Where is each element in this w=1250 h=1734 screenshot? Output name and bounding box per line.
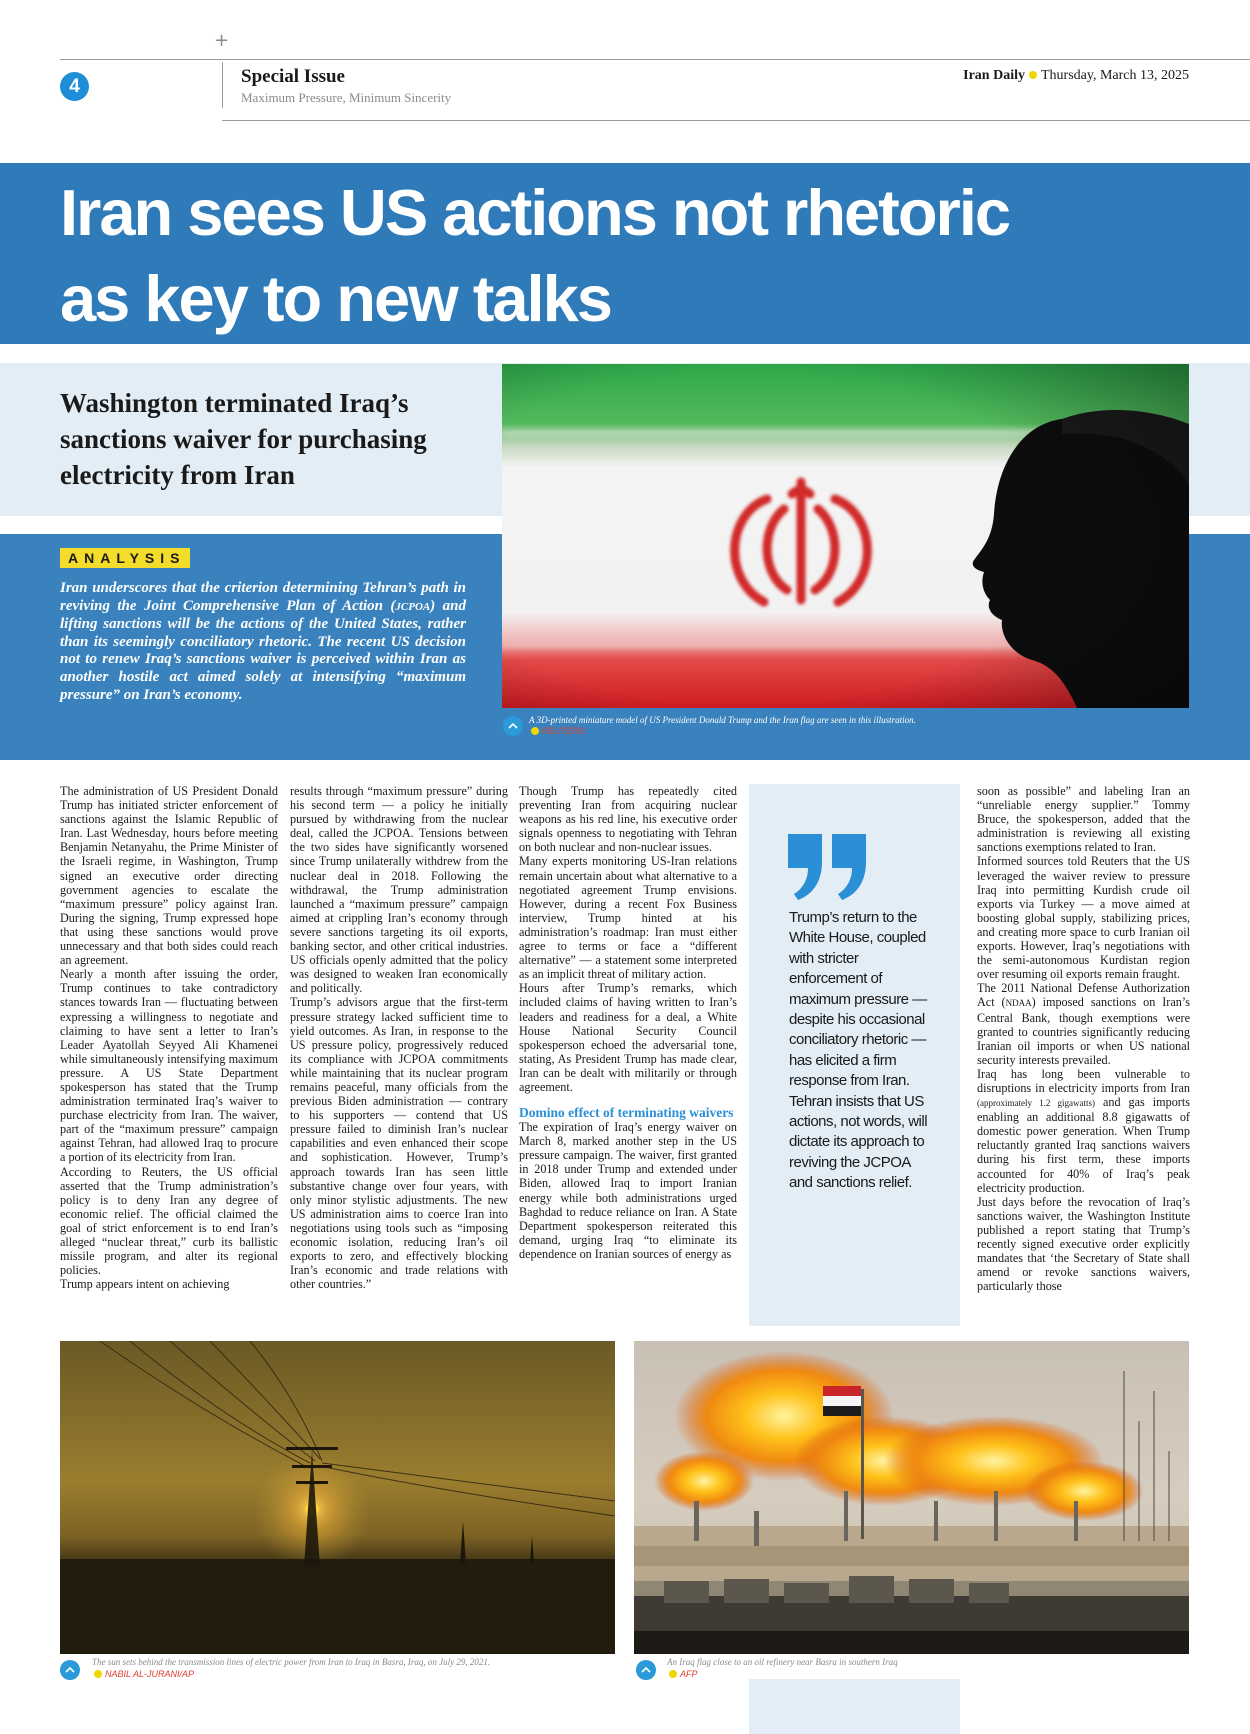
- paper-name: Iran Daily: [963, 68, 1025, 83]
- page-number-badge: 4: [60, 72, 89, 101]
- separator-dot-icon: [1029, 71, 1037, 79]
- section-heading: Domino effect of terminating waivers: [519, 1105, 734, 1121]
- masthead: [963, 68, 1189, 84]
- photo-left-caption: The sun sets behind the transmission lines of electric power from Iran to Iraq in Basra, Iraq, on July 29, 2021.: [92, 1657, 491, 1667]
- headline-line-2: as key to new talks: [60, 262, 611, 335]
- section-subtitle: Maximum Pressure, Minimum Sincerity: [241, 90, 452, 105]
- hero-caption: A 3D-printed miniature model of US President Donald Trump and the Iran flag are seen in this illustration.: [529, 715, 916, 725]
- lede-acronym: JCPOA: [395, 600, 431, 613]
- subheadline: Washington terminated Iraq’s sanctions waiver for purchasing electricity from Iran: [60, 388, 427, 490]
- lede-paragraph: Iran underscores that the criterion determining Tehran’s path in reviving the Joint Comprehensive Plan of Action (JCPOA) and lifting sanctions will be the actions of the United States, rather than its seemingly conciliatory rhetoric. The recent US decision not to renew Iraq’s sanctions waiver is perceived within Iran as another hostile act aimed solely at intensifying “maximum pressure” on Iran’s economy.: [60, 580, 467, 703]
- photo-power-lines: [60, 1341, 615, 1654]
- photo-right-credit: AFP: [669, 1669, 698, 1680]
- hero-credit: REUTERS: [531, 726, 585, 737]
- photo-left-credit: NABIL AL-JURANI/AP: [94, 1669, 194, 1680]
- caption-arrow-icon: [503, 716, 523, 736]
- photo-oil-refinery: [634, 1341, 1189, 1654]
- gigawatt-note: (approximately 1.2 gigawatts): [977, 1098, 1096, 1109]
- acronym-ndaa: NDAA: [1005, 998, 1032, 1009]
- section-title: Special Issue: [241, 66, 345, 87]
- header-bottom-rule: [222, 120, 1250, 121]
- body-column-1: The administration of US President Donald Trump has initiated stricter enforcement of sanctions against the Islamic Republic of Iran. Last Wednesday, hours before meeting Benjamin Netanyahu, the Prime Minister of the Israeli regime, in Washington, Trump signed an executive order directing government agencies to escalate the “maximum pressure” policy against Iran. During the signing, Trump expressed hope that using these sanctions would prove unnecessary and that both sides could reach an agreement. Nearly a month after issuing the order, Trump continues to take contradictory stances towards Iran — fluctuating between expressing a willingness to negotiate and claiming to have sent a letter to Iran’s Leader Ayatollah Seyyed Ali Khamenei while simultaneously intensifying maximum pressure. A US State Department spokesperson has stated that the Trump administration terminated Iraq’s waiver to purchase electricity from Iran. The waiver, part of the “maximum pressure” campaign against Tehran, had allowed Iraq to procure a portion of its electricity from Iran. According to Reuters, the US official asserted that the Trump administration’s policy is to deny Iran any degree of economic relief. The official claimed the goal of strict enforcement is to end Iran’s alleged “nuclear threat,” curb its ballistic missile program, and alter its regional policies. Trump appears intent on achieving: [60, 784, 278, 1292]
- crop-mark-icon: +: [214, 30, 230, 51]
- body-column-5: soon as possible” and labeling Iran an “unreliable energy supplier.” Tommy Bruce, the spokesperson, added that the administration is reviewing all existing sanctions exemptions related to Iran. Informed sources told Reuters that the US leveraged the waiver review to pressure Iraq into permitting Kurdish crude oil exports via Turkey — a move aimed at boosting global supply, stabilizing prices, and creating more space to curb Iranian oil exports. However, Iraq’s negotiations with the semi-autonomous Kurdistan region over resuming oil exports remain fraught. The 2011 National Defense Authorization Act (NDAA) imposed sanctions on Iran’s Central Bank, though exemptions were granted to countries significantly reducing Iranian oil imports or when US national security interests prevailed. Iraq has long been vulnerable to disruptions in electricity imports from Iran (approximately 1.2 gigawatts) and gas imports enabling an additional 8.8 gigawatts of domestic power generation. When Trump reluctantly granted Iraq sanctions waivers during his first term, these imports accounted for 40% of Iraq’s peak electricity production. Just days before the revocation of Iraq’s sanctions waiver, the Washington Institute published a report stating that Trump’s recently signed executive order explicitly mandates that ‘the Secretary of State shall amend or revoke sanctions waivers, particularly those: [977, 784, 1190, 1294]
- pull-quote-panel-footer: [749, 1679, 960, 1734]
- analysis-tag: ANALYSIS: [60, 548, 190, 568]
- pull-quote: Trump’s return to the White House, coupled with stricter enforcement of maximum pressure — despite his occasional conciliatory rhetoric — has elicited a firm response from Iran. Tehran insists that US actions, not words, will dictate its approach to reviving the JCPOA and sanctions relief.: [789, 909, 928, 1192]
- headline-line-1: Iran sees US actions not rhetoric: [60, 176, 1010, 249]
- issue-date: Thursday, March 13, 2025: [1040, 68, 1189, 83]
- photo-right-caption: An Iraq flag close to an oil refinery near Basra in southern Iraq: [667, 1657, 898, 1667]
- headline: [60, 170, 1009, 342]
- body-column-3: Though Trump has repeatedly cited preventing Iran from acquiring nuclear weapons as his red line, his executive order signals openness to negotiating with Tehran on both nuclear and non-nuclear issues. Many experts monitoring US-Iran relations remain uncertain about what alternative to a negotiated agreement Trump envisions. However, during a recent Fox Business interview, Trump hinted at his administration’s roadmap: Iran must either agree to terms or face a “different alternative” — a statement some interpreted as an implicit threat of military action. Hours after Trump’s remarks, which included claims of having written to Iran’s leaders and readiness for a deal, a White House National Security Council spokesperson echoed the adversarial tone, stating, As President Trump has made clear, Iran can be dealt with militarily or through agreement. Domino effect of terminating waivers The expiration of Iraq’s energy waiver on March 8, marked another step in the US pressure campaign. The waiver, first granted in 2018 under Trump and extended under Biden, allowed Iraq to import Iranian energy while both administrations urged Baghdad to reduce reliance on Iran. A State Department spokesperson reiterated this demand, urging Iraq “to eliminate its dependence on Iranian sources of energy as: [519, 784, 737, 1261]
- body-column-2: results through “maximum pressure” during his second term — a policy he initially pursued by withdrawing from the nuclear deal, called the JCPOA. Tensions between the two sides have significantly worsened since Trump unilaterally withdrew from the nuclear deal in 2018. Following the withdrawal, the Trump administration launched a “maximum pressure” campaign aimed at crippling Iran’s economy through severe sanctions targeting its oil exports, banking sector, and other critical industries. US officials openly admitted that the policy was designed to weaken Iran economically and politically. Trump’s advisors argue that the first-term pressure strategy lacked sufficient time to yield outcomes. As Iran, in response to the US pressure policy, progressively reduced its compliance with JCPOA commitments while maintaining that its nuclear program remains peaceful, many officials from the previous Biden administration — contrary to his supporters — contend that US pressure failed to diminish Iran’s nuclear capabilities and even enhanced their scope and sophistication. However, Trump’s approach towards Iran has seen little substantive change over four years, with only minor stylistic adjustments. The new US administration aims to coerce Iran into negotiations using tools such as “imposing economic isolation, reducing Iran’s oil exports to zero, and effectively blocking Iran’s economic and trade relations with other countries.”: [290, 784, 508, 1292]
- iran-flag-illustration: [502, 364, 1189, 708]
- caption-arrow-icon: [636, 1660, 656, 1680]
- header-top-rule: [60, 59, 1250, 60]
- header-divider: [222, 62, 223, 108]
- quote-mark-icon: [786, 832, 870, 907]
- caption-arrow-icon: [60, 1660, 80, 1680]
- hero-image: [502, 364, 1189, 708]
